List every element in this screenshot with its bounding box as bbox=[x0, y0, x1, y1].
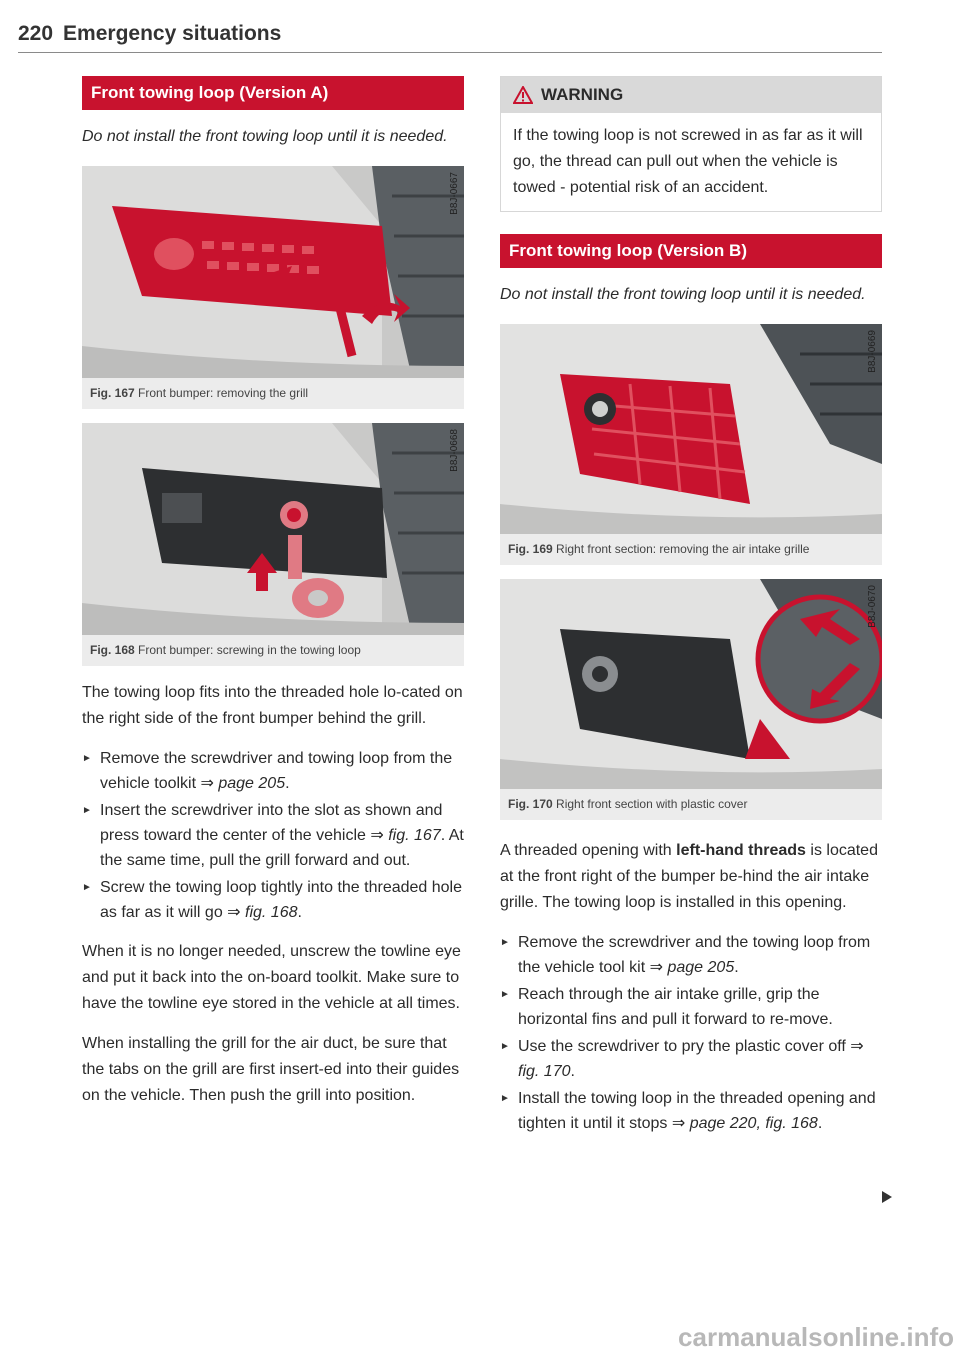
page-reference-link[interactable]: ⇒ page 220, fig. 168 bbox=[671, 1115, 818, 1132]
steps-version-a bbox=[82, 746, 464, 925]
caption-text: Front bumper: screwing in the towing loop bbox=[138, 643, 361, 657]
towing-loop-illustration bbox=[82, 423, 464, 635]
figure-reference-link[interactable]: ⇒ fig. 170 bbox=[518, 1038, 864, 1080]
caption-number: Fig. 168 bbox=[90, 643, 135, 657]
paragraph-install-grill: When installing the grill for the air duct, be sure that the tabs on the grill are first insert-ed into their guides on the vehicle. Then push the grill into position. bbox=[82, 1035, 460, 1104]
step-item: ► Remove the screwdriver and towing loop from the vehicle toolkit ⇒ page 205. bbox=[82, 746, 464, 796]
page-reference-link[interactable]: ⇒ page 205 bbox=[649, 959, 735, 976]
figure-167 bbox=[82, 166, 464, 409]
emphasis-left-hand-threads: left-hand threads bbox=[676, 842, 806, 859]
step-item: ► Reach through the air intake grille, grip the horizontal fins and pull it forward to re-move. bbox=[500, 982, 882, 1032]
plastic-cover-illustration bbox=[500, 579, 882, 789]
section-title-version-a: Front towing loop (Version A) bbox=[82, 76, 464, 110]
figure-reference-link[interactable]: ⇒ fig. 168 bbox=[227, 904, 298, 921]
photo-air-intake-grille bbox=[500, 324, 882, 534]
section-title-version-b: Front towing loop (Version B) bbox=[500, 234, 882, 268]
photo-bumper-grill bbox=[82, 166, 464, 378]
warning-triangle-icon bbox=[513, 86, 533, 104]
caption-number: Fig. 169 bbox=[508, 542, 553, 556]
caption-167 bbox=[82, 378, 464, 409]
caption-168 bbox=[82, 635, 464, 666]
figure-code-169: B8J-0669 bbox=[867, 330, 878, 373]
photo-plastic-cover bbox=[500, 579, 882, 789]
bumper-grill-illustration bbox=[82, 166, 464, 378]
figure-169 bbox=[500, 324, 882, 565]
paragraph-storage: When it is no longer needed, unscrew the towline eye and put it back into the on-board toolkit. Make sure to have the towline eye stored in the vehicle at all times. bbox=[82, 943, 461, 1012]
right-column bbox=[500, 76, 882, 1150]
step-item: ► Use the screwdriver to pry the plastic cover off ⇒ fig. 170. bbox=[500, 1034, 882, 1084]
caption-169 bbox=[500, 534, 882, 565]
warning-label: WARNING bbox=[541, 85, 624, 104]
figure-168 bbox=[82, 423, 464, 666]
step-item: ► Screw the towing loop tightly into the threaded hole as far as it will go ⇒ fig. 168. bbox=[82, 875, 464, 925]
warning-header bbox=[501, 77, 881, 113]
step-item: ► Remove the screwdriver and the towing loop from the vehicle tool kit ⇒ page 205. bbox=[500, 930, 882, 980]
continue-arrow-icon bbox=[880, 1190, 894, 1204]
caption-text: Right front section: removing the air intake grille bbox=[556, 542, 810, 556]
figure-170 bbox=[500, 579, 882, 820]
page-header bbox=[18, 22, 281, 46]
paragraph-threaded-opening: A threaded opening with left-hand threads is located at the front right of the bumper be-hind the air intake grille. The towing loop is installed in this opening. bbox=[500, 842, 878, 911]
figure-code-168: B8J-0668 bbox=[449, 429, 460, 472]
lead-text-b: Do not install the front towing loop until it is needed. bbox=[500, 286, 866, 303]
caption-170 bbox=[500, 789, 882, 820]
step-item: ► Insert the screwdriver into the slot as shown and press toward the center of the vehicle ⇒ fig. 167. At the same time, pull the grill forward and out. bbox=[82, 798, 464, 873]
figure-code-170: B8J-0670 bbox=[867, 585, 878, 628]
figure-code-167: B8J-0667 bbox=[449, 172, 460, 215]
left-column bbox=[82, 76, 464, 1123]
page-reference-link[interactable]: ⇒ page 205 bbox=[200, 775, 286, 792]
page-number: 220 bbox=[18, 22, 54, 45]
header-rule bbox=[18, 52, 882, 53]
air-intake-grille-illustration bbox=[500, 324, 882, 534]
photo-towing-loop bbox=[82, 423, 464, 635]
paragraph-loop-location: The towing loop fits into the threaded hole lo-cated on the right side of the front bumper behind the grill. bbox=[82, 684, 463, 727]
chapter-title: Emergency situations bbox=[63, 22, 282, 45]
step-item: ► Install the towing loop in the threaded opening and tighten it until it stops ⇒ page 220, fig. 168. bbox=[500, 1086, 882, 1136]
caption-number: Fig. 167 bbox=[90, 386, 135, 400]
warning-text: If the towing loop is not screwed in as far as it will go, the thread can pull out when the vehicle is towed - potential risk of an accident. bbox=[513, 127, 863, 196]
caption-text: Right front section with plastic cover bbox=[556, 797, 748, 811]
watermark: carmanualsonline.info bbox=[678, 1322, 954, 1352]
steps-version-b bbox=[500, 930, 882, 1136]
warning-box bbox=[500, 76, 882, 212]
caption-number: Fig. 170 bbox=[508, 797, 553, 811]
figure-reference-link[interactable]: ⇒ fig. 167 bbox=[370, 827, 441, 844]
lead-text-a: Do not install the front towing loop until it is needed. bbox=[82, 128, 448, 145]
caption-text: Front bumper: removing the grill bbox=[138, 386, 309, 400]
